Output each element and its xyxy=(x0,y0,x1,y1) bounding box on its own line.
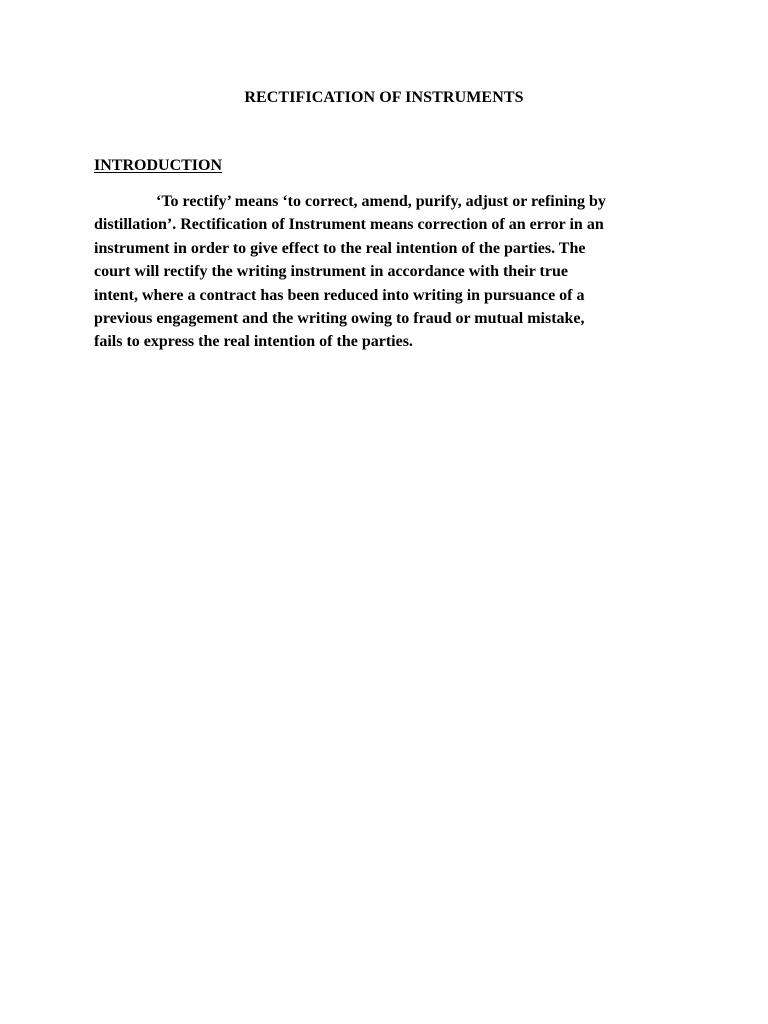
paragraph-line: fails to express the real intention of the parties. xyxy=(94,333,413,351)
section-heading-introduction: INTRODUCTION xyxy=(94,157,223,174)
paragraph-line: ‘To rectify’ means ‘to correct, amend, purify, adjust or refining by xyxy=(156,193,606,210)
introduction-paragraph xyxy=(94,190,684,354)
paragraph-line: court will rectify the writing instrument in accordance with their true xyxy=(94,263,568,281)
paragraph-line: intent, where a contract has been reduced into writing in pursuance of a xyxy=(94,286,585,304)
document-title: RECTIFICATION OF INSTRUMENTS xyxy=(244,89,524,106)
paragraph-line: instrument in order to give effect to the real intention of the parties. The xyxy=(94,239,586,257)
paragraph-line: previous engagement and the writing owing to fraud or mutual mistake, xyxy=(94,310,585,328)
paragraph-line: distillation’. Rectification of Instrument means correction of an error in an xyxy=(94,216,604,234)
